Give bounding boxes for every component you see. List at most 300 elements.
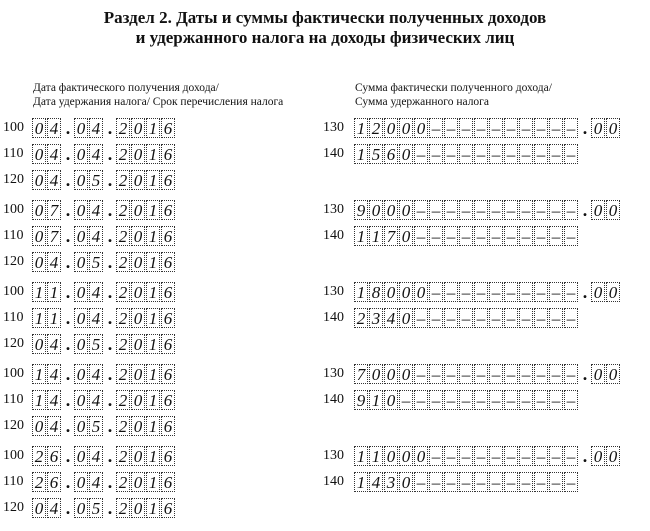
- date-digit-cell: 1: [146, 390, 160, 410]
- amount-digit-cell: –: [549, 446, 563, 466]
- amount-digit-cell: –: [504, 144, 518, 164]
- line-code: 120: [3, 172, 24, 187]
- amount-digit-cell: –: [414, 200, 428, 220]
- line-code: 130: [323, 284, 344, 299]
- amount-digit-cell: –: [489, 282, 503, 302]
- amount-digit-cell: –: [414, 472, 428, 492]
- date-digit-cell: 7: [47, 200, 61, 220]
- amount-digit-cell: –: [444, 364, 458, 384]
- date-digit-cell: 6: [161, 390, 175, 410]
- date-digit-cell: 4: [47, 390, 61, 410]
- amount-digit-cell: 0: [369, 200, 383, 220]
- date-digit-cell: 6: [161, 364, 175, 384]
- date-field[interactable]: [32, 416, 176, 436]
- amount-digit-cell: –: [534, 200, 548, 220]
- amount-digit-cell: –: [429, 118, 443, 138]
- decimal-separator: .: [582, 118, 588, 138]
- amount-digit-cell: –: [429, 144, 443, 164]
- date-field[interactable]: [32, 472, 176, 492]
- amount-digit-cell: –: [444, 118, 458, 138]
- amount-digit-cell: –: [564, 226, 578, 246]
- amount-digit-cell: –: [474, 446, 488, 466]
- line-code: 130: [323, 366, 344, 381]
- date-digit-cell: 2: [116, 308, 130, 328]
- decimal-separator: .: [582, 364, 588, 384]
- date-digit-cell: 0: [74, 252, 88, 272]
- amount-digit-cell: 0: [399, 364, 413, 384]
- date-digit-cell: 4: [89, 282, 103, 302]
- date-digit-cell: 0: [131, 226, 145, 246]
- date-field[interactable]: [32, 200, 176, 220]
- date-digit-cell: 0: [74, 498, 88, 518]
- line-code: 120: [3, 418, 24, 433]
- amount-digit-cell: 0: [399, 200, 413, 220]
- date-digit-cell: 0: [32, 226, 46, 246]
- date-digit-cell: 0: [74, 170, 88, 190]
- date-digit-cell: 4: [89, 390, 103, 410]
- line-code: 140: [323, 310, 344, 325]
- amount-digit-cell: –: [459, 446, 473, 466]
- date-separator: .: [65, 252, 71, 272]
- date-digit-cell: 1: [146, 252, 160, 272]
- amount-digit-cell: –: [504, 364, 518, 384]
- amount-digit-cell: –: [519, 446, 533, 466]
- amount-digit-cell: –: [489, 364, 503, 384]
- tax-amount-field[interactable]: [354, 472, 579, 492]
- amount-digit-cell: –: [489, 200, 503, 220]
- amount-digit-cell: –: [564, 446, 578, 466]
- date-separator: .: [65, 200, 71, 220]
- amount-digit-cell: –: [459, 364, 473, 384]
- date-digit-cell: 5: [89, 252, 103, 272]
- amount-digit-cell: –: [519, 226, 533, 246]
- date-digit-cell: 2: [116, 226, 130, 246]
- amount-digit-cell: –: [474, 144, 488, 164]
- date-digit-cell: 4: [47, 170, 61, 190]
- date-digit-cell: 6: [161, 334, 175, 354]
- date-digit-cell: 0: [74, 446, 88, 466]
- tax-amount-field[interactable]: [354, 226, 579, 246]
- amount-digit-cell: –: [519, 364, 533, 384]
- date-field[interactable]: [32, 170, 176, 190]
- amount-digit-cell: –: [504, 118, 518, 138]
- amount-column-header: [355, 81, 552, 109]
- date-digit-cell: 0: [131, 390, 145, 410]
- amount-digit-cell: –: [489, 390, 503, 410]
- date-digit-cell: 0: [74, 226, 88, 246]
- date-digit-cell: 0: [131, 282, 145, 302]
- date-digit-cell: 1: [146, 282, 160, 302]
- amount-digit-cell: –: [519, 308, 533, 328]
- amount-digit-cell: –: [564, 118, 578, 138]
- date-digit-cell: 4: [47, 364, 61, 384]
- income-amount-field[interactable]: [354, 118, 621, 138]
- amount-digit-cell: –: [534, 472, 548, 492]
- amount-digit-cell: 0: [384, 282, 398, 302]
- amount-digit-cell: 0: [414, 118, 428, 138]
- date-digit-cell: 6: [161, 200, 175, 220]
- date-digit-cell: 2: [116, 446, 130, 466]
- amount-digit-cell: 3: [384, 472, 398, 492]
- date-digit-cell: 2: [32, 446, 46, 466]
- amount-digit-cell: –: [534, 390, 548, 410]
- amount-digit-cell: –: [549, 472, 563, 492]
- date-column-header: [33, 81, 283, 109]
- date-digit-cell: 6: [161, 118, 175, 138]
- kopeck-digit-cell: 0: [591, 118, 605, 138]
- amount-digit-cell: –: [414, 144, 428, 164]
- date-digit-cell: 6: [47, 446, 61, 466]
- date-digit-cell: 6: [161, 144, 175, 164]
- date-digit-cell: 2: [116, 364, 130, 384]
- date-digit-cell: 2: [116, 118, 130, 138]
- date-field[interactable]: [32, 390, 176, 410]
- date-digit-cell: 1: [146, 200, 160, 220]
- date-separator: .: [107, 416, 113, 436]
- amount-digit-cell: –: [534, 308, 548, 328]
- date-separator: .: [65, 472, 71, 492]
- amount-digit-cell: 0: [384, 364, 398, 384]
- line-code: 130: [323, 448, 344, 463]
- date-separator: .: [107, 118, 113, 138]
- amount-digit-cell: –: [549, 118, 563, 138]
- kopeck-digit-cell: 0: [606, 282, 620, 302]
- date-field[interactable]: [32, 364, 176, 384]
- kopeck-digit-cell: 0: [591, 200, 605, 220]
- amount-digit-cell: –: [489, 308, 503, 328]
- amount-digit-cell: 0: [384, 200, 398, 220]
- amount-digit-cell: 1: [354, 144, 368, 164]
- amount-digit-cell: –: [519, 200, 533, 220]
- amount-digit-cell: 1: [354, 226, 368, 246]
- amount-digit-cell: 9: [354, 390, 368, 410]
- date-digit-cell: 1: [146, 170, 160, 190]
- amount-digit-cell: –: [489, 118, 503, 138]
- amount-digit-cell: –: [534, 118, 548, 138]
- date-separator: .: [65, 308, 71, 328]
- date-digit-cell: 1: [146, 446, 160, 466]
- date-separator: .: [65, 446, 71, 466]
- line-code: 110: [3, 146, 24, 161]
- decimal-separator: .: [582, 446, 588, 466]
- date-digit-cell: 4: [47, 334, 61, 354]
- date-separator: .: [107, 144, 113, 164]
- amount-digit-cell: –: [444, 390, 458, 410]
- amount-digit-cell: –: [429, 308, 443, 328]
- amount-digit-cell: 0: [399, 446, 413, 466]
- amount-digit-cell: –: [474, 364, 488, 384]
- amount-digit-cell: 0: [414, 446, 428, 466]
- date-digit-cell: 2: [116, 416, 130, 436]
- date-digit-cell: 6: [161, 226, 175, 246]
- line-code: 140: [323, 474, 344, 489]
- tax-amount-field[interactable]: [354, 390, 579, 410]
- date-digit-cell: 0: [32, 334, 46, 354]
- date-digit-cell: 2: [116, 334, 130, 354]
- line-code: 120: [3, 336, 24, 351]
- amount-digit-cell: –: [534, 282, 548, 302]
- amount-digit-cell: –: [534, 226, 548, 246]
- amount-digit-cell: –: [534, 446, 548, 466]
- amount-digit-cell: 7: [384, 226, 398, 246]
- section-title-line-1: Раздел 2. Даты и суммы фактически полученных доходов: [103, 8, 547, 27]
- date-separator: .: [65, 416, 71, 436]
- line-code: 100: [3, 366, 24, 381]
- date-separator: .: [107, 334, 113, 354]
- amount-digit-cell: –: [414, 226, 428, 246]
- date-digit-cell: 0: [131, 308, 145, 328]
- amount-digit-cell: –: [519, 472, 533, 492]
- date-field[interactable]: [32, 498, 176, 518]
- amount-digit-cell: –: [459, 308, 473, 328]
- date-digit-cell: 6: [161, 170, 175, 190]
- date-digit-cell: 6: [161, 252, 175, 272]
- amount-digit-cell: 0: [384, 118, 398, 138]
- date-digit-cell: 0: [74, 472, 88, 492]
- date-field[interactable]: [32, 226, 176, 246]
- date-digit-cell: 5: [89, 498, 103, 518]
- date-digit-cell: 5: [89, 334, 103, 354]
- date-digit-cell: 6: [161, 498, 175, 518]
- date-separator: .: [65, 282, 71, 302]
- date-digit-cell: 1: [32, 282, 46, 302]
- amount-digit-cell: –: [504, 308, 518, 328]
- date-digit-cell: 0: [32, 252, 46, 272]
- amount-digit-cell: –: [474, 282, 488, 302]
- amount-digit-cell: –: [429, 364, 443, 384]
- line-code: 100: [3, 120, 24, 135]
- date-separator: .: [65, 334, 71, 354]
- amount-digit-cell: –: [429, 226, 443, 246]
- date-digit-cell: 0: [131, 446, 145, 466]
- line-code: 140: [323, 228, 344, 243]
- amount-digit-cell: 0: [384, 446, 398, 466]
- date-field[interactable]: [32, 144, 176, 164]
- amount-digit-cell: 2: [354, 308, 368, 328]
- amount-digit-cell: –: [444, 446, 458, 466]
- amount-digit-cell: 1: [354, 282, 368, 302]
- line-code: 110: [3, 474, 24, 489]
- section-title-line-2: и удержанного налога на доходы физических лиц: [135, 28, 515, 47]
- amount-digit-cell: –: [474, 472, 488, 492]
- amount-digit-cell: 3: [369, 308, 383, 328]
- date-digit-cell: 6: [161, 416, 175, 436]
- date-digit-cell: 4: [47, 118, 61, 138]
- amount-digit-cell: –: [459, 472, 473, 492]
- amount-digit-cell: –: [474, 118, 488, 138]
- date-digit-cell: 0: [131, 144, 145, 164]
- amount-digit-cell: –: [459, 200, 473, 220]
- line-code: 120: [3, 500, 24, 515]
- date-digit-cell: 1: [32, 390, 46, 410]
- amount-digit-cell: –: [444, 226, 458, 246]
- line-code: 110: [3, 228, 24, 243]
- income-amount-field[interactable]: [354, 364, 621, 384]
- date-digit-cell: 2: [116, 144, 130, 164]
- amount-digit-cell: –: [399, 390, 413, 410]
- amount-digit-cell: –: [429, 390, 443, 410]
- amount-digit-cell: 4: [384, 308, 398, 328]
- date-digit-cell: 0: [74, 390, 88, 410]
- date-digit-cell: 1: [146, 364, 160, 384]
- amount-digit-cell: –: [459, 144, 473, 164]
- amount-digit-cell: 1: [369, 226, 383, 246]
- date-digit-cell: 0: [74, 334, 88, 354]
- date-digit-cell: 4: [89, 226, 103, 246]
- kopeck-digit-cell: 0: [606, 446, 620, 466]
- date-separator: .: [65, 144, 71, 164]
- amount-digit-cell: 9: [354, 200, 368, 220]
- amount-digit-cell: 0: [399, 226, 413, 246]
- date-digit-cell: 0: [131, 498, 145, 518]
- amount-digit-cell: 0: [399, 282, 413, 302]
- line-code: 130: [323, 120, 344, 135]
- date-separator: .: [107, 390, 113, 410]
- amount-digit-cell: –: [564, 472, 578, 492]
- date-field[interactable]: [32, 446, 176, 466]
- decimal-separator: .: [582, 200, 588, 220]
- date-digit-cell: 2: [116, 170, 130, 190]
- amount-digit-cell: –: [414, 364, 428, 384]
- date-digit-cell: 1: [146, 498, 160, 518]
- amount-header-line-2: Сумма удержанного налога: [355, 96, 490, 108]
- amount-digit-cell: –: [489, 144, 503, 164]
- line-code: 100: [3, 284, 24, 299]
- date-digit-cell: 2: [116, 282, 130, 302]
- decimal-separator: .: [582, 282, 588, 302]
- tax-amount-field[interactable]: [354, 308, 579, 328]
- amount-digit-cell: 1: [354, 118, 368, 138]
- date-digit-cell: 0: [74, 118, 88, 138]
- line-code: 110: [3, 392, 24, 407]
- amount-digit-cell: –: [519, 144, 533, 164]
- date-digit-cell: 0: [32, 144, 46, 164]
- income-amount-field[interactable]: [354, 446, 621, 466]
- amount-digit-cell: –: [519, 118, 533, 138]
- date-digit-cell: 0: [32, 170, 46, 190]
- line-code: 140: [323, 146, 344, 161]
- date-digit-cell: 0: [74, 308, 88, 328]
- amount-digit-cell: 1: [369, 446, 383, 466]
- tax-amount-field[interactable]: [354, 144, 579, 164]
- date-digit-cell: 0: [131, 416, 145, 436]
- date-digit-cell: 0: [131, 252, 145, 272]
- income-amount-field[interactable]: [354, 282, 621, 302]
- amount-digit-cell: 1: [354, 446, 368, 466]
- date-digit-cell: 1: [47, 282, 61, 302]
- date-field[interactable]: [32, 308, 176, 328]
- date-digit-cell: 5: [89, 416, 103, 436]
- amount-digit-cell: –: [429, 200, 443, 220]
- date-digit-cell: 6: [161, 308, 175, 328]
- kopeck-digit-cell: 0: [591, 446, 605, 466]
- amount-digit-cell: 0: [399, 118, 413, 138]
- amount-digit-cell: –: [564, 364, 578, 384]
- amount-digit-cell: –: [534, 144, 548, 164]
- date-separator: .: [107, 308, 113, 328]
- date-digit-cell: 0: [32, 200, 46, 220]
- amount-digit-cell: –: [564, 282, 578, 302]
- date-separator: .: [65, 226, 71, 246]
- date-digit-cell: 6: [161, 446, 175, 466]
- date-field[interactable]: [32, 282, 176, 302]
- date-digit-cell: 4: [89, 308, 103, 328]
- amount-digit-cell: –: [474, 390, 488, 410]
- date-digit-cell: 0: [32, 498, 46, 518]
- date-digit-cell: 1: [32, 308, 46, 328]
- amount-digit-cell: –: [474, 200, 488, 220]
- amount-digit-cell: 0: [369, 364, 383, 384]
- kopeck-digit-cell: 0: [606, 364, 620, 384]
- line-code: 120: [3, 254, 24, 269]
- amount-header-line-1: Сумма фактически полученного дохода/: [355, 82, 552, 94]
- amount-digit-cell: –: [549, 226, 563, 246]
- date-digit-cell: 0: [131, 170, 145, 190]
- date-field[interactable]: [32, 252, 176, 272]
- amount-digit-cell: 8: [369, 282, 383, 302]
- amount-digit-cell: 0: [384, 390, 398, 410]
- line-code: 140: [323, 392, 344, 407]
- income-amount-field[interactable]: [354, 200, 621, 220]
- amount-digit-cell: –: [564, 144, 578, 164]
- amount-digit-cell: 0: [399, 308, 413, 328]
- date-digit-cell: 0: [74, 364, 88, 384]
- amount-digit-cell: –: [549, 390, 563, 410]
- amount-digit-cell: 0: [414, 282, 428, 302]
- date-digit-cell: 6: [47, 472, 61, 492]
- date-separator: .: [107, 282, 113, 302]
- amount-digit-cell: 7: [354, 364, 368, 384]
- amount-digit-cell: –: [549, 308, 563, 328]
- date-separator: .: [107, 446, 113, 466]
- amount-digit-cell: –: [564, 390, 578, 410]
- amount-digit-cell: 4: [369, 472, 383, 492]
- amount-digit-cell: –: [564, 308, 578, 328]
- amount-digit-cell: –: [519, 390, 533, 410]
- date-digit-cell: 1: [146, 308, 160, 328]
- amount-digit-cell: –: [474, 308, 488, 328]
- amount-digit-cell: –: [489, 472, 503, 492]
- date-digit-cell: 5: [89, 170, 103, 190]
- amount-digit-cell: –: [519, 282, 533, 302]
- date-field[interactable]: [32, 334, 176, 354]
- kopeck-digit-cell: 0: [606, 200, 620, 220]
- date-digit-cell: 1: [146, 118, 160, 138]
- date-digit-cell: 7: [47, 226, 61, 246]
- date-digit-cell: 2: [116, 200, 130, 220]
- date-digit-cell: 0: [131, 200, 145, 220]
- date-digit-cell: 2: [116, 390, 130, 410]
- amount-digit-cell: –: [444, 282, 458, 302]
- date-field[interactable]: [32, 118, 176, 138]
- date-digit-cell: 6: [161, 282, 175, 302]
- date-digit-cell: 2: [116, 472, 130, 492]
- date-digit-cell: 0: [131, 364, 145, 384]
- amount-digit-cell: –: [564, 200, 578, 220]
- amount-digit-cell: –: [504, 390, 518, 410]
- amount-digit-cell: –: [459, 226, 473, 246]
- amount-digit-cell: 6: [384, 144, 398, 164]
- date-digit-cell: 0: [131, 334, 145, 354]
- amount-digit-cell: 1: [354, 472, 368, 492]
- amount-digit-cell: 5: [369, 144, 383, 164]
- date-digit-cell: 2: [116, 252, 130, 272]
- date-separator: .: [65, 118, 71, 138]
- amount-digit-cell: –: [414, 308, 428, 328]
- kopeck-digit-cell: 0: [591, 364, 605, 384]
- amount-digit-cell: –: [444, 144, 458, 164]
- amount-digit-cell: –: [534, 364, 548, 384]
